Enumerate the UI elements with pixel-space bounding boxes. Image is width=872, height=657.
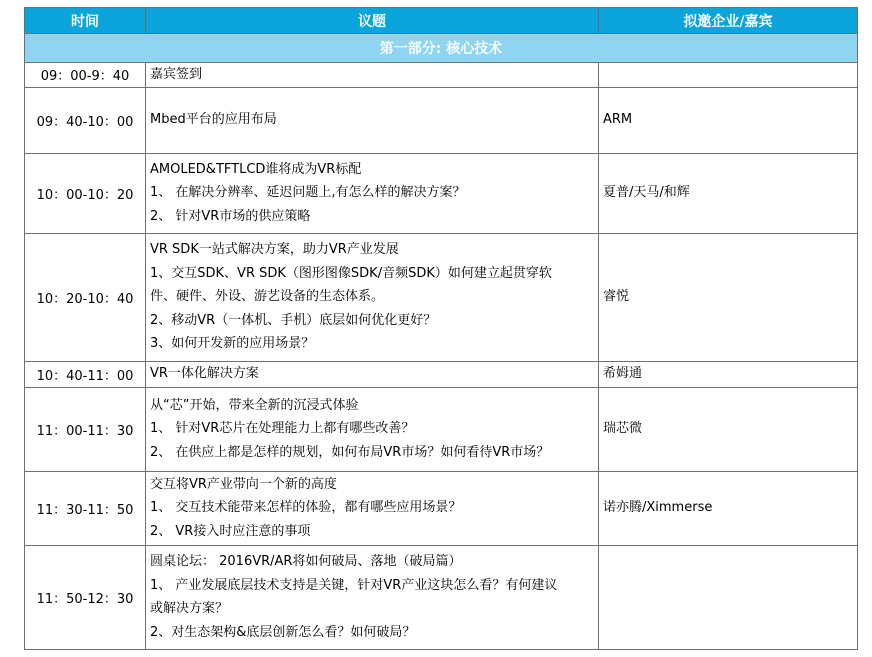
table-row <box>25 87 858 153</box>
topic-line: 2、 VR接入时应注意的事项 <box>150 523 311 539</box>
topic-cell <box>146 387 599 471</box>
section-row <box>25 34 858 63</box>
topic-line: 2、移动VR（一体机、手机）底层如何优化更好？ <box>150 312 437 328</box>
time-cell: 10：20-10：40 <box>25 233 146 361</box>
guest-cell <box>599 63 858 88</box>
topic-line: Mbed平台的应用布局 <box>150 112 277 128</box>
guest-cell: 瑞芯微 <box>599 387 858 471</box>
topic-cell <box>146 545 599 649</box>
topic-cell <box>146 87 599 153</box>
table-row <box>25 63 858 88</box>
topic-line: 2、 在供应上都是怎样的规划，如何布局VR市场？如何看待VR市场？ <box>150 444 550 460</box>
guest-cell: 诺亦腾/Ximmerse <box>599 471 858 545</box>
table-row <box>25 471 858 545</box>
topic-line: 2、对生态架构&底层创新怎么看？如何破局？ <box>150 624 416 640</box>
topic-line: 2、 针对VR市场的供应策略 <box>150 208 311 224</box>
time-cell: 09：00-9：40 <box>25 63 146 88</box>
section-title: 第一部分: 核心技术 <box>25 34 858 63</box>
topic-line: 圆桌论坛： 2016VR/AR将如何破局、落地（破局篇） <box>150 554 462 569</box>
topic-line: 交互将VR产业带向一个新的高度 <box>150 476 337 492</box>
header-row <box>25 8 858 34</box>
topic-line: 1、 产业发展底层技术支持是关键，针对VR产业这块怎么看？有何建议 <box>150 577 558 593</box>
topic-line: 1、交互SDK、VR SDK（图形图像SDK/音频SDK）如何建立起贯穿软 <box>150 265 552 281</box>
topic-line: VR SDK一站式解决方案，助力VR产业发展 <box>150 242 399 258</box>
header-time: 时间 <box>25 8 146 34</box>
time-cell: 11：00-11：30 <box>25 387 146 471</box>
topic-line: 1、 交互技术能带来怎样的体验，都有哪些应用场景？ <box>150 500 462 516</box>
topic-line: 或解决方案？ <box>150 601 229 616</box>
guest-cell: 睿悦 <box>599 233 858 361</box>
agenda-table <box>24 7 858 650</box>
topic-cell <box>146 63 599 88</box>
guest-cell: 希姆通 <box>599 361 858 387</box>
topic-line: 1、 针对VR芯片在处理能力上都有哪些改善？ <box>150 421 415 437</box>
time-cell: 11：30-11：50 <box>25 471 146 545</box>
topic-cell <box>146 233 599 361</box>
table-row <box>25 233 858 361</box>
topic-line: 3、如何开发新的应用场景？ <box>150 336 315 352</box>
topic-line: VR一体化解决方案 <box>150 366 259 382</box>
header-topic: 议题 <box>146 8 599 34</box>
topic-cell <box>146 361 599 387</box>
time-cell: 10：40-11：00 <box>25 361 146 387</box>
table-row <box>25 387 858 471</box>
topic-line: AMOLED&TFTLCD谁将成为VR标配 <box>150 161 362 177</box>
topic-cell <box>146 153 599 233</box>
header-guest: 拟邀企业/嘉宾 <box>599 8 858 34</box>
topic-line: 1、 在解决分辨率、延迟问题上,有怎么样的解决方案？ <box>150 185 466 201</box>
topic-line: 从“芯”开始，带来全新的沉浸式体验 <box>150 397 359 413</box>
table-row <box>25 361 858 387</box>
table-row <box>25 545 858 649</box>
guest-cell <box>599 545 858 649</box>
guest-cell: 夏普/天马/和辉 <box>599 153 858 233</box>
time-cell: 11：50-12：30 <box>25 545 146 649</box>
table-row <box>25 153 858 233</box>
topic-line: 件、硬件、外设、游艺设备的生态体系。 <box>150 289 385 305</box>
topic-line: 嘉宾签到 <box>150 67 203 82</box>
guest-cell: ARM <box>599 87 858 153</box>
topic-cell <box>146 471 599 545</box>
time-cell: 09：40-10：00 <box>25 87 146 153</box>
time-cell: 10：00-10：20 <box>25 153 146 233</box>
